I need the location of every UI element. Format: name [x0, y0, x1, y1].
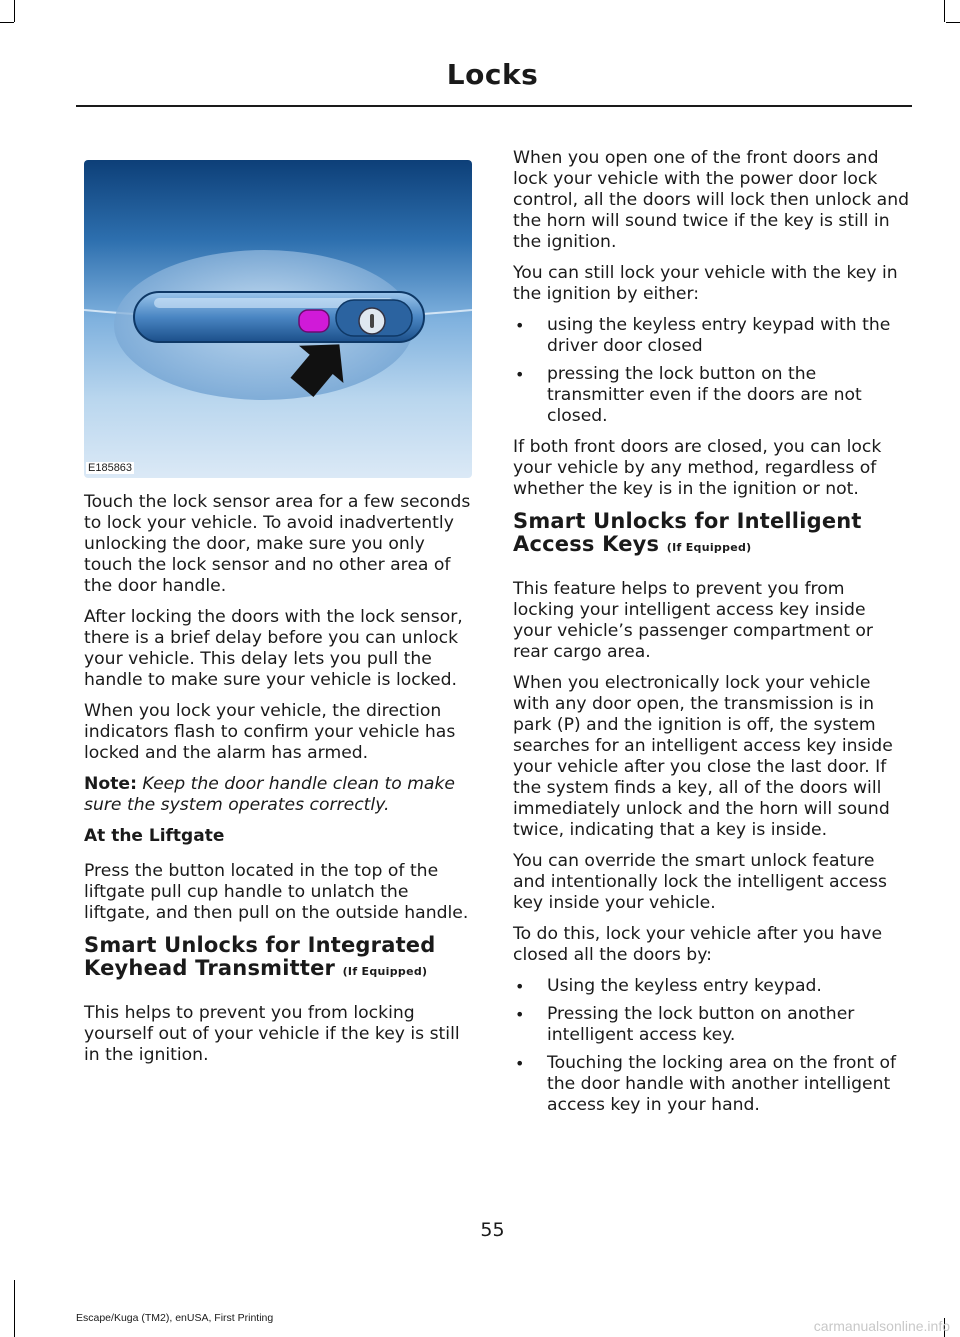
paragraph: This helps to prevent you from locking yourself out of your vehicle if the key is still in the ignition.: [84, 1003, 460, 1065]
if-equipped-label: (If Equipped): [666, 541, 752, 554]
bullet-list: [513, 315, 909, 427]
page-number: 55: [480, 1219, 505, 1241]
crop-mark: [14, 0, 15, 22]
list-item: • Pressing the lock button on another intelligent access key.: [513, 1004, 909, 1046]
footer-edition: Escape/Kuga (TM2), enUSA, First Printing: [76, 1312, 274, 1324]
paragraph: Press the button located in the top of the liftgate pull cup handle to unlatch the liftgate, and then pull on the outside handle.: [84, 861, 469, 923]
bullet-list: [513, 976, 909, 1116]
left-column: [84, 492, 476, 1076]
figure-code: E185863: [88, 462, 133, 474]
section-heading: [84, 934, 476, 983]
paragraph: Touch the lock sensor area for a few seconds to lock your vehicle. To avoid inadvertently unlocking the door, make sure you only touch the lock sensor and no other area of the door handle.: [84, 492, 471, 596]
paragraph: If both front doors are closed, you can lock your vehicle by any method, regardless of whether the key is in the ignition or not.: [513, 437, 882, 499]
watermark: carmanualsonline.info: [813, 1318, 950, 1334]
heading-text: Smart Unlocks for Intelligent Access Keys: [513, 509, 862, 556]
crop-mark: [14, 1280, 15, 1337]
note-text: Keep the door handle clean to make sure the system operates correctly.: [84, 774, 455, 815]
crop-mark: [944, 0, 945, 22]
if-equipped-label: (If Equipped): [342, 965, 428, 978]
lock-sensor-area: [299, 310, 329, 332]
header-divider: [76, 105, 912, 107]
heading-text: Smart Unlocks for Integrated Keyhead Transmitter: [84, 933, 436, 980]
paragraph: After locking the doors with the lock sensor, there is a brief delay before you can unlock your vehicle. This delay lets you pull the handle to make sure your vehicle is locked.: [84, 607, 463, 690]
paragraph: When you electronically lock your vehicle with any door open, the transmission is in park (P) and the ignition is off, the system searches for an intelligent access key inside your vehicle after you close the last door. If the system finds a key, all of the doors will immediately unlock and the horn will sound twice, indicating that a key is inside.: [513, 673, 893, 840]
note: [84, 774, 476, 816]
paragraph: When you open one of the front doors and lock your vehicle with the power door lock control, all the doors will lock then unlock and the horn will sound twice if the key is still in the ignition.: [513, 148, 909, 252]
door-handle-illustration: [84, 160, 472, 478]
paragraph: You can still lock your vehicle with the key in the ignition by either:: [513, 263, 898, 304]
right-column: [513, 148, 909, 1126]
paragraph: This feature helps to prevent you from locking your intelligent access key inside your vehicle’s passenger compartment or rear cargo area.: [513, 579, 873, 662]
list-item: • Touching the locking area on the front of the door handle with another intelligent access key in your hand.: [513, 1053, 909, 1116]
list-item: • pressing the lock button on the transmitter even if the doors are not closed.: [513, 364, 909, 427]
list-item: • using the keyless entry keypad with the driver door closed: [513, 315, 909, 357]
section-heading: [513, 510, 909, 559]
list-item: • Using the keyless entry keypad.: [513, 976, 909, 997]
page-title: Locks: [446, 58, 539, 91]
paragraph: To do this, lock your vehicle after you have closed all the doors by:: [513, 924, 883, 965]
crop-mark: [946, 22, 960, 23]
note-label: Note:: [84, 774, 137, 794]
paragraph: You can override the smart unlock feature and intentionally lock the intelligent access key inside your vehicle.: [513, 851, 887, 913]
crop-mark: [0, 22, 14, 23]
section-heading: At the Liftgate: [84, 826, 225, 846]
paragraph: When you lock your vehicle, the direction indicators flash to confirm your vehicle has locked and the alarm has armed.: [84, 701, 456, 763]
